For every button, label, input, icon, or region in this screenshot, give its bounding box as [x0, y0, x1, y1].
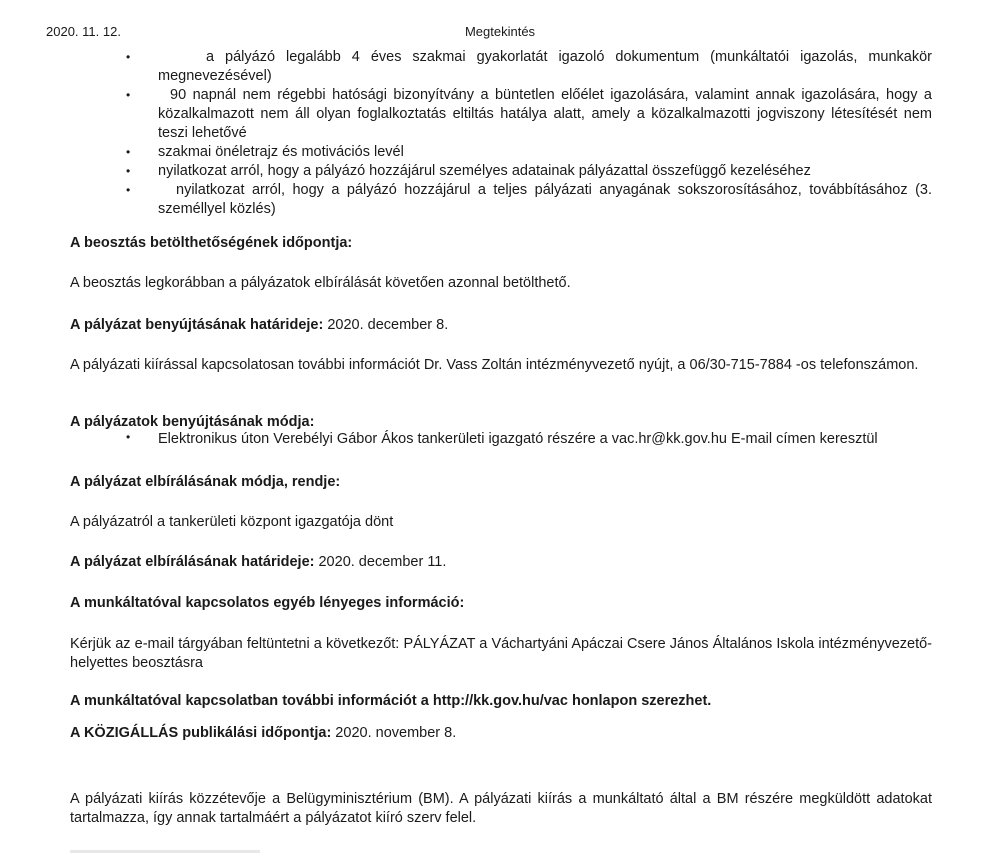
- submission-method-heading: A pályázatok benyújtásának módja:: [70, 414, 315, 430]
- fill-date-heading: A beosztás betölthetőségének időpontja:: [70, 235, 353, 251]
- header-date: 2020. 11. 12.: [46, 24, 121, 39]
- evaluation-deadline-label: A pályázat elbírálásának határideje:: [70, 554, 315, 570]
- footer-divider: [70, 850, 260, 853]
- list-item: [0, 143, 1000, 162]
- list-item-text: a pályázó legalább 4 éves szakmai gyakorlatát igazoló dokumentum (munkáltatói igazolás, munkakör megnevezésével): [158, 49, 932, 84]
- employer-website-text: A munkáltatóval kapcsolatban további információt a http://kk.gov.hu/vac honlapon szerezhet.: [70, 693, 712, 709]
- submission-method-item: Elektronikus úton Verebélyi Gábor Ákos tankerületi igazgató részére a vac.hr@kk.gov.hu E-mail címen keresztül: [158, 431, 878, 447]
- contact-info-text: A pályázati kiírással kapcsolatosan további információt Dr. Vass Zoltán intézményvezető nyújt, a 06/30-715-7884 -os telefonszámon.: [70, 357, 919, 373]
- list-item-text: szakmai önéletrajz és motivációs levél: [158, 144, 404, 160]
- bullet-icon: •: [126, 164, 131, 178]
- bullet-icon: •: [126, 50, 131, 64]
- evaluation-method-text: A pályázatról a tankerületi központ igazgatója dönt: [70, 514, 394, 530]
- employer-info-text: Kérjük az e-mail tárgyában feltüntetni a következőt: PÁLYÁZAT a Váchartyáni Apáczai Csere János Általános Iskola intézményvezető-helyettes beosztásra: [70, 636, 932, 671]
- bullet-icon: •: [126, 88, 131, 102]
- publication-date: [70, 724, 932, 743]
- header-title: Megtekintés: [464, 24, 536, 39]
- publisher-text: A pályázati kiírás közzétevője a Belügyminisztérium (BM). A pályázati kiírás a munkáltató által a BM részére megküldött adatokat tartalmazza, így annak tartalmáért a pályázatot kiíró szerv felel.: [70, 791, 932, 826]
- employer-info-heading: A munkáltatóval kapcsolatos egyéb lényeges információ:: [70, 595, 465, 611]
- list-item: [0, 48, 1000, 86]
- evaluation-deadline-value: 2020. december 11.: [314, 554, 447, 570]
- list-item-text: 90 napnál nem régebbi hatósági bizonyítvány a büntetlen előélet igazolására, valamint annak igazolására, hogy a közalkalmazott nem áll olyan foglalkoztatás eltiltás hatálya alatt, amely a közalkalmazotti jogviszony létesítését nem teszi lehetővé: [158, 87, 932, 141]
- evaluation-method-heading: A pályázat elbírálásának módja, rendje:: [70, 474, 341, 490]
- bullet-icon: •: [126, 145, 131, 159]
- list-item-text: nyilatkozat arról, hogy a pályázó hozzájárul személyes adatainak pályázattal összefüggő kezeléséhez: [158, 163, 811, 179]
- submission-deadline-value: 2020. december 8.: [323, 317, 449, 333]
- bullet-icon: •: [126, 430, 131, 444]
- publication-date-value: 2020. november 8.: [331, 725, 457, 741]
- submission-deadline-label: A pályázat benyújtásának határideje:: [70, 317, 324, 333]
- publication-date-label: A KÖZIGÁLLÁS publikálási időpontja:: [70, 725, 332, 741]
- bullet-icon: •: [126, 183, 131, 197]
- list-item-text: nyilatkozat arról, hogy a pályázó hozzájárul a teljes pályázati anyagának sokszorosításához, továbbításához (3. személlyel közlés): [158, 182, 932, 217]
- list-item: [0, 162, 1000, 181]
- evaluation-deadline: [70, 553, 932, 572]
- list-item: [0, 181, 1000, 219]
- submission-deadline: [70, 316, 932, 335]
- list-item: [0, 86, 1000, 143]
- requirements-list: [0, 48, 1000, 219]
- fill-date-text: A beosztás legkorábban a pályázatok elbírálását követően azonnal betölthető.: [70, 275, 571, 291]
